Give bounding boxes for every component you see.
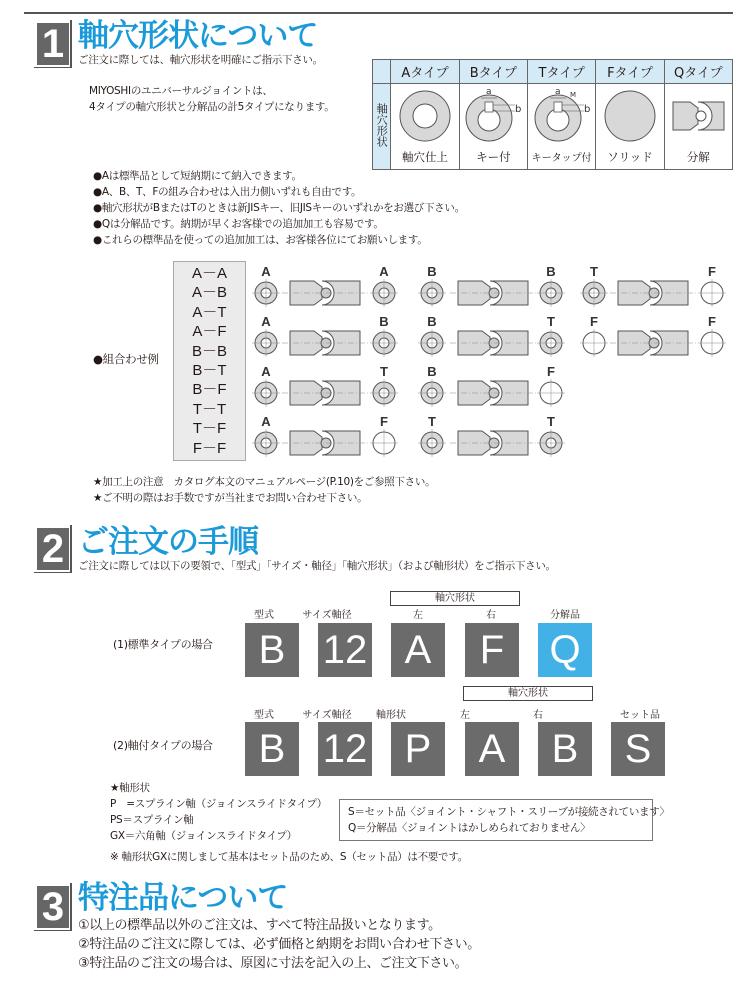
svg-text:B: B [546,264,556,279]
standard-label: (1)標準タイプの場合 [113,638,213,651]
svg-text:T: T [380,364,388,379]
svg-text:A: A [261,364,271,379]
svg-text:M: M [569,91,576,99]
code-box-size: 12 [318,623,372,677]
type-header-q: Qタイプ [664,60,732,84]
combo-label: ●組合わせ例 [93,352,159,366]
bullet: ●これらの標準品を使っての追加加工は、お客様各位にてお願いします。 [93,234,428,246]
row-header: 軸穴形状 [373,84,391,170]
code-box-left: A [465,722,519,776]
svg-text:F: F [380,414,388,429]
section-subtitle-2: ご注文に際しては以下の要領で、「型式」「サイズ・軸径」「軸穴形状」（および軸形状）をご指示下さい。 [78,560,556,572]
code-box-model: B [245,722,299,776]
type-cell-f: ソリッド [596,84,664,170]
code-box-disassembled: Q [538,623,592,677]
bullet: ●軸穴形状がBまたはTのときは新JISキー、旧JISキーのいずれかをお選び下さい。 [93,202,465,214]
svg-text:F: F [590,314,598,329]
section-underline [34,930,71,931]
svg-text:T: T [428,414,436,429]
type-header-a: Aタイプ [391,60,459,84]
bullet: ●A、B、T、Fの組み合わせは入出力側いずれも自由です。 [93,186,362,198]
intro-line-2: 4タイプの軸穴形状と分解品の計5タイプになります。 [89,101,335,113]
section-divider [70,883,72,931]
section-underline [34,572,71,573]
svg-text:T: T [547,314,555,329]
svg-text:B: B [427,264,437,279]
type-cell-q: 分解 [664,84,732,170]
svg-text:b: b [515,104,522,115]
type-header-b: Bタイプ [459,60,527,84]
section-title-1: 軸穴形状について [78,18,318,54]
svg-text:A: A [261,264,271,279]
svg-text:B: B [427,314,437,329]
code-box-set: S [611,722,665,776]
code-box-left: A [391,623,445,677]
code-box-right: B [538,722,592,776]
legend-box: S＝セット品〈ジョイント・シャフト・スリーブが接続されています〉 Q＝分解品〈ジョイントはかしめられておりません〉 [339,799,653,841]
section-number-3: 3 [37,886,69,928]
special-order-list: ①以上の標準品以外のご注文は、すべて特注品扱いとなります。 ②特注品のご注文に際しては、必ず価格と納期をお問い合わせ下さい。 ③特注品のご注文の場合は、原図に寸法を記入の上、ご注文下さい。 [78,918,480,971]
section-number-1: 1 [37,23,69,65]
type-cell-t: a M b キータップ付 [528,84,596,170]
intro-line-1: MIYOSHIのユニバーサルジョイントは、 [89,85,273,97]
footnote: ※ 軸形状GXに関しまして基本はセット品のため、S（セット品）は不要です。 [110,851,468,863]
section-divider [70,525,72,573]
code-box-model: B [245,623,299,677]
shaft-shapes: ★軸形状 P =スプライン軸（ジョインスライドタイプ） PS＝スプライン軸 GX＝六角軸（ジョインスライドタイプ） [110,782,327,842]
svg-text:a: a [486,87,492,97]
combo-list: A－A A－B A－T A－F B－B B－T B－F T－T T－F F－F [173,261,246,461]
svg-text:B: B [427,364,437,379]
svg-text:F: F [708,314,716,329]
type-header-f: Fタイプ [596,60,664,84]
svg-text:T: T [590,264,598,279]
svg-text:F: F [547,364,555,379]
bullet: ●Qは分解品です。納期が早くお客様での追加加工も容易です。 [93,218,384,230]
svg-text:A: A [261,314,271,329]
section-title-2: ご注文の手順 [78,524,258,560]
code-box-right: F [465,623,519,677]
section-number-2: 2 [37,528,69,570]
section-title-3: 特注品について [78,880,288,916]
svg-text:F: F [708,264,716,279]
bore-shape-bracket: 軸穴形状 [463,686,593,701]
svg-text:T: T [547,414,555,429]
svg-text:A: A [261,414,271,429]
bullet: ●Aは標準品として短納期にて納入できます。 [93,170,302,182]
bore-shape-bracket: 軸穴形状 [390,591,520,606]
type-cell-b: a b キー付 [459,84,527,170]
code-box-size: 12 [318,722,372,776]
svg-text:A: A [379,264,389,279]
svg-text:b: b [583,104,591,115]
type-header-t: Tタイプ [528,60,596,84]
type-cell-a: 軸穴仕上 [391,84,459,170]
svg-text:a: a [554,87,561,97]
shaft-label: (2)軸付タイプの場合 [113,739,213,752]
svg-text:B: B [379,314,389,329]
section-subtitle-1: ご注文に際しては、軸穴形状を明確にご指示下さい。 [78,54,323,66]
notes: ★加工上の注意 カタログ本文のマニュアルページ(P.10)をご参照下さい。 ★ご不明の際はお手数ですが当社までお問い合わせ下さい。 [93,476,436,504]
code-box-shaft: P [391,722,445,776]
